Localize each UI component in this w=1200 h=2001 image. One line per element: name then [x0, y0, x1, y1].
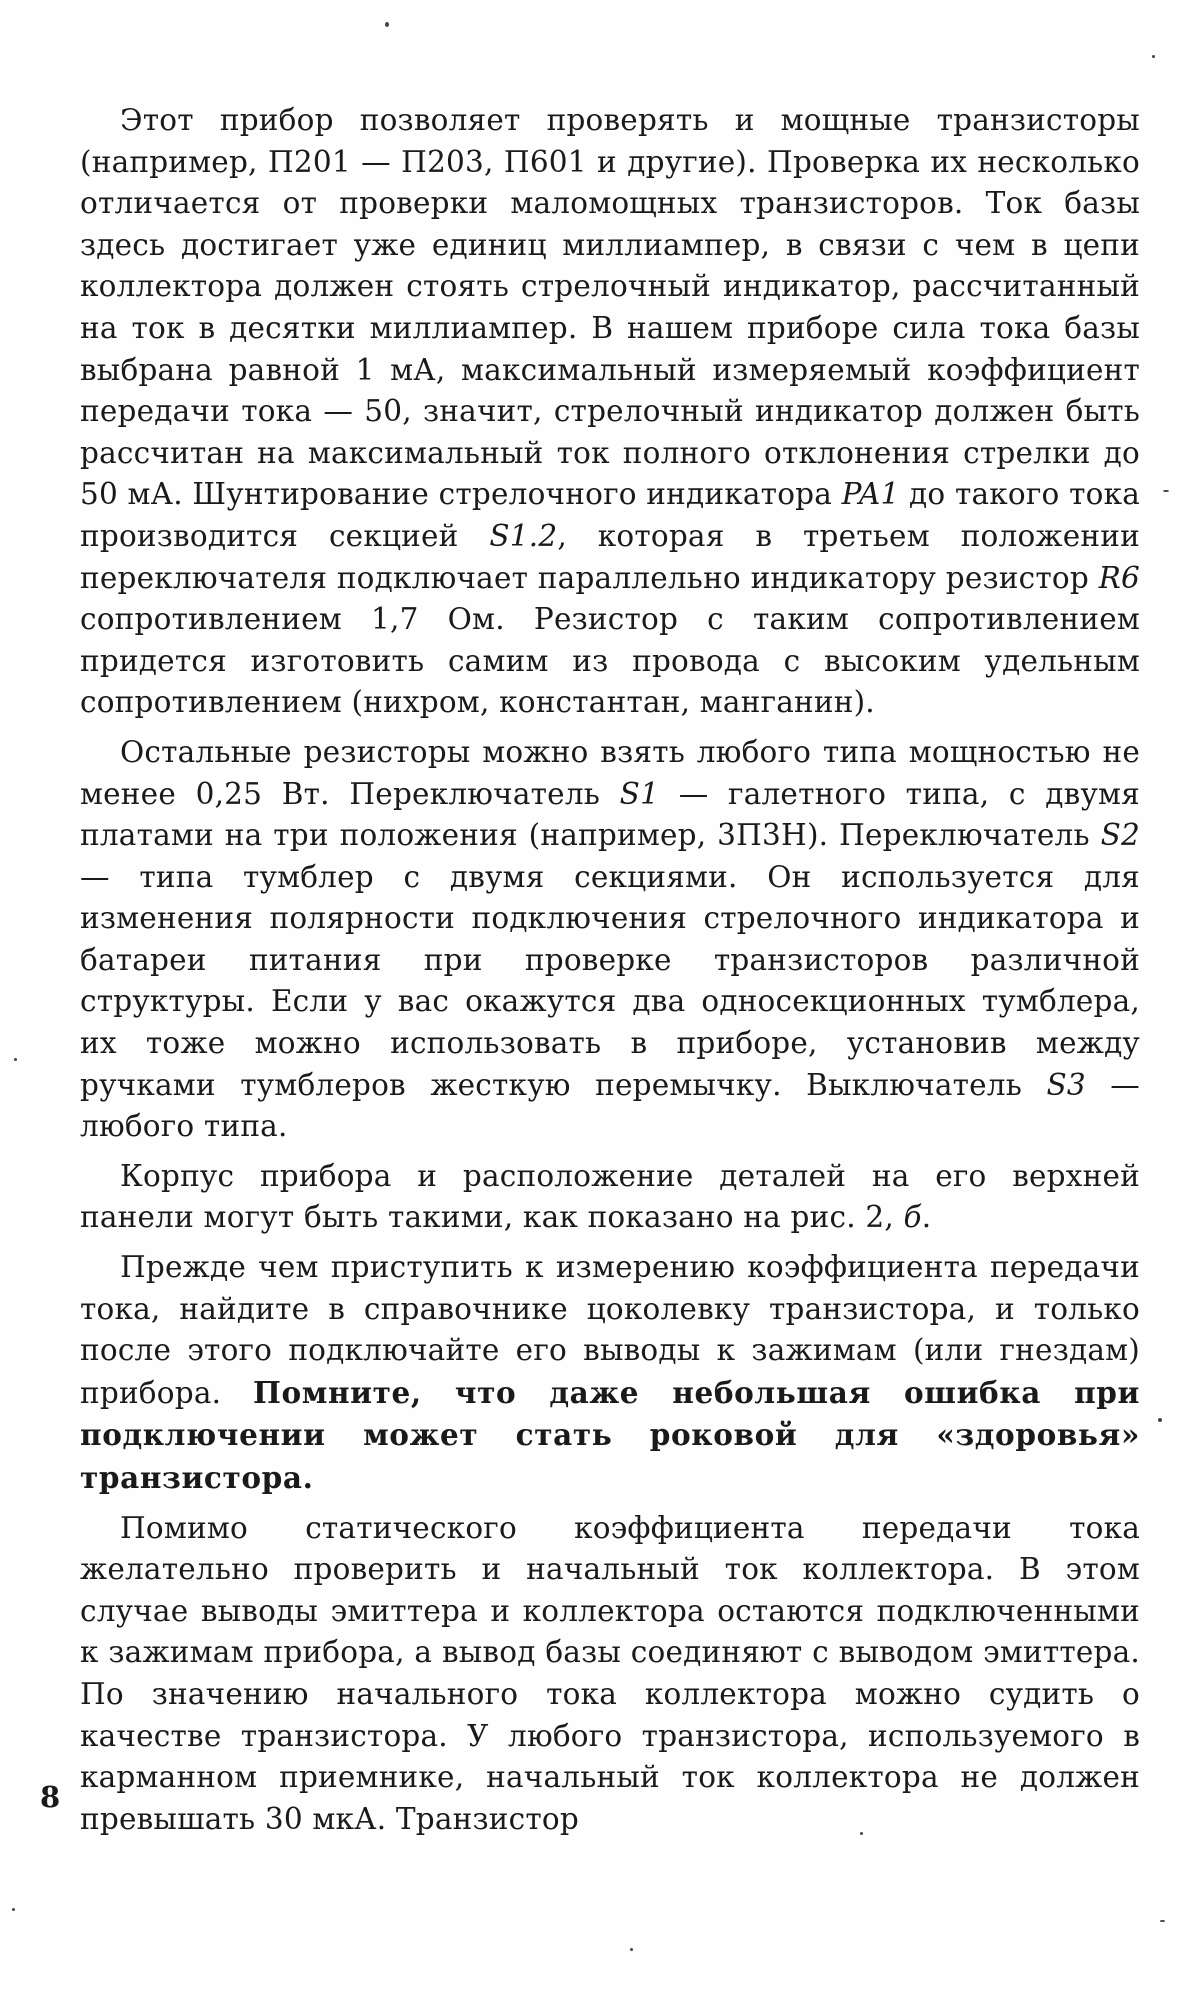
paragraph-2	[80, 732, 1140, 1148]
scan-speck	[630, 1948, 633, 1951]
scan-speck	[14, 1058, 17, 1061]
scan-speck	[1163, 490, 1169, 492]
paragraph-1-part-2: до такого тока производится секцией	[80, 477, 1140, 553]
warning-bold-text: Помните, что даже небольшая ошибка при подключении может стать роковой для «здоровья» транзистора.	[80, 1374, 1140, 1495]
paragraph-1-part-1: Этот прибор позволяет проверять и мощные транзисторы (например, П201 — П203, П601 и другие). Проверка их несколько отличается от проверки маломощных транзисторов. Ток базы здесь достигает уже единиц миллиампер, в связи с чем в цепи коллектора должен стоять стрелочный индикатор, рассчитанный на ток в десятки миллиампер. В нашем приборе сила тока базы выбрана равной 1 мА, максимальный измеряемый коэффициент передачи тока — 50, значит, стрелочный индикатор должен быть рассчитан на максимальный ток полного отклонения стрелки до 50 мА. Шунтирование стрелочного индикатора	[80, 103, 1140, 512]
ref-s2: S2	[1100, 818, 1140, 853]
paragraph-4-text: Прежде чем приступить к измерению коэффициента передачи тока, найдите в справочнике цоколевку транзистора, и только после этого подключайте его выводы к зажимам (или гнездам) прибора.	[80, 1250, 1140, 1410]
body-text	[80, 100, 1140, 1840]
paragraph-3-text: Корпус прибора и расположение деталей на его верхней панели могут быть такими, как показано на рис. 2,	[80, 1158, 1140, 1235]
paragraph-2-part-1: Остальные резисторы можно взять любого типа мощностью не менее 0,25 Вт. Переключатель	[80, 734, 1140, 811]
scan-speck	[1158, 1418, 1162, 1422]
paragraph-1-part-3: , которая в третьем положении переключателя подключает параллельно индикатору резистор	[80, 518, 1141, 595]
ref-s1-2: S1.2	[489, 518, 558, 553]
scan-speck	[12, 1908, 15, 1911]
scan-speck	[1152, 55, 1155, 58]
paragraph-1	[80, 100, 1140, 724]
paragraph-2-part-2: — галетного типа, с двумя платами на три положения (например, 3П3Н). Переключатель	[80, 776, 1140, 853]
paragraph-5	[80, 1508, 1140, 1841]
paragraph-1-part-4: сопротивлением 1,7 Ом. Резистор с таким сопротивлением придется изготовить самим из провода с высоким удельным сопротивлением (нихром, константан, манганин).	[80, 602, 1140, 720]
ref-r6: R6	[1098, 560, 1140, 595]
scan-speck	[1160, 1920, 1165, 1922]
scan-speck	[385, 22, 389, 27]
ref-pa1: PA1	[841, 477, 900, 512]
ref-s3: S3	[1046, 1067, 1086, 1102]
paragraph-4	[80, 1247, 1140, 1500]
paragraph-2-part-4: — любого типа.	[80, 1067, 1140, 1144]
paragraph-3-end: .	[921, 1200, 932, 1235]
page-number: 8	[40, 1780, 61, 1814]
paragraph-5-text: Помимо статического коэффициента передачи тока желательно проверить и начальный ток коллектора. В этом случае выводы эмиттера и коллектора остаются подключенными к зажимам прибора, а вывод базы соединяют с выводом эмиттера. По значению начального тока коллектора можно судить о качестве транзистора. У любого транзистора, используемого в карманном приемнике, начальный ток коллектора не должен превышать 30 мкА. Транзистор	[80, 1510, 1140, 1836]
ref-figure-2b: б	[903, 1200, 922, 1235]
paragraph-2-part-3: — типа тумблер с двумя секциями. Он используется для изменения полярности подключения стрелочного индикатора и батареи питания при проверке транзисторов различной структуры. Если у вас окажутся два односекционных тумблера, их тоже можно использовать в приборе, установив между ручками тумблеров жесткую перемычку. Выключатель	[80, 859, 1140, 1102]
paragraph-3	[80, 1156, 1140, 1239]
scan-speck	[860, 1832, 863, 1835]
ref-s1: S1	[619, 776, 660, 811]
